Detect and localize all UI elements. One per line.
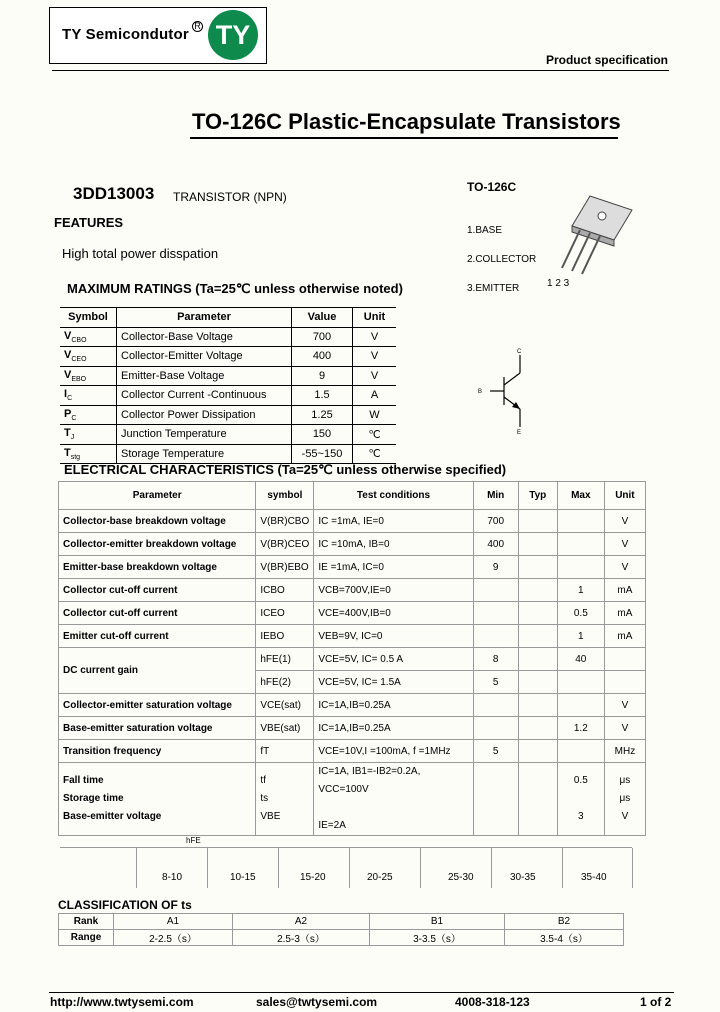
- pin-numbers: 1 2 3: [547, 278, 570, 289]
- classification-heading: CLASSIFICATION OF ts: [58, 898, 192, 912]
- hfe-range: 10-15: [230, 872, 256, 883]
- collector-label: C: [517, 349, 522, 355]
- page-number: 1 of 2: [640, 995, 672, 1009]
- table-row: DC current gain hFE(1) VCE=5V, IC= 0.5 A 8 40: [59, 648, 646, 671]
- col-header: Unit: [353, 308, 397, 328]
- registered-mark: R: [192, 21, 203, 32]
- col-header: Symbol: [60, 308, 117, 328]
- hfe-class-table: [60, 847, 632, 888]
- pin-collector: 2.COLLECTOR: [467, 254, 537, 265]
- hfe-range: 30-35: [510, 872, 536, 883]
- emitter-label: E: [517, 430, 522, 435]
- table-row: Transition frequency fT VCE=10V,I =100mA, f =1MHz 5 MHz: [59, 740, 646, 763]
- brand-name: TY Semicondutor: [62, 26, 189, 43]
- header-divider: [52, 70, 669, 71]
- table-row: Collector-emitter saturation voltage VCE(sat) IC=1A,IB=0.25A V: [59, 694, 646, 717]
- package-drawing: [550, 188, 640, 278]
- footer-url[interactable]: http://www.twtysemi.com: [50, 995, 194, 1009]
- brand-logo: TY: [208, 10, 258, 60]
- part-type: TRANSISTOR (NPN): [173, 190, 287, 204]
- table-row: $V_{CEO}$ Collector-Emitter Voltage 400 V: [60, 347, 396, 367]
- hfe-label: hFE: [186, 836, 201, 845]
- part-number: 3DD13003: [73, 184, 155, 203]
- hfe-range: 8-10: [162, 872, 183, 883]
- table-row: $I_C$ Collector Current -Continuous 1.5 A: [60, 386, 396, 406]
- table-row: Emitter cut-off current IEBO VEB=9V, IC=0 1 mA: [59, 625, 646, 648]
- pin-base: 1.BASE: [467, 225, 503, 236]
- table-row: Fall time Storage time Base-emitter voltage tf ts VBE IC=1A, IB1=-IB2=0.2A, VCC=100V IE=2A 0.5 3 μs μs V: [59, 763, 646, 836]
- product-spec-label: Product specification: [545, 53, 668, 67]
- table-row: Base-emitter saturation voltage VBE(sat) IC=1A,IB=0.25A 1.2 V: [59, 717, 646, 740]
- footer-phone: 4008-318-123: [455, 995, 530, 1009]
- footer-email[interactable]: sales@twtysemi.com: [256, 995, 378, 1009]
- table-row: Rank A1 A2 B1 B2: [59, 914, 624, 930]
- col-header: Value: [292, 308, 353, 328]
- table-row: Emitter-base breakdown voltage V(BR)EBO IE =1mA, IC=0 9 V: [59, 556, 646, 579]
- col-header: Parameter: [117, 308, 292, 328]
- electrical-table: [58, 481, 646, 836]
- hfe-range: 15-20: [300, 872, 326, 883]
- features-heading: FEATURES: [54, 215, 124, 230]
- classification-table: [58, 913, 624, 946]
- base-label: B: [478, 389, 483, 395]
- table-row: $V_{CBO}$ Collector-Base Voltage 700 V: [60, 327, 396, 347]
- package-name: TO-126C: [467, 180, 517, 194]
- hfe-range: 35-40: [581, 872, 607, 883]
- feature-item: High total power disspation: [62, 246, 219, 261]
- pin-emitter: 3.EMITTER: [467, 283, 520, 294]
- table-row: hFE(2) VCE=5V, IC= 1.5A 5: [59, 671, 646, 694]
- max-ratings-table: [60, 307, 396, 464]
- page-title: TO-126C Plastic-Encapsulate Transistors: [192, 109, 621, 134]
- table-row: $T_J$ Junction Temperature 150 ℃: [60, 425, 396, 445]
- hfe-range: 25-30: [448, 872, 474, 883]
- table-row: Collector cut-off current ICEO VCE=400V,IB=0 0.5 mA: [59, 602, 646, 625]
- table-row: $P_C$ Collector Power Dissipation 1.25 W: [60, 405, 396, 425]
- table-row: Range 2-2.5（s） 2.5-3（s） 3-3.5（s） 3.5-4（s）: [59, 930, 624, 946]
- title-underline: [190, 137, 618, 139]
- table-row: Collector cut-off current ICBO VCB=700V,IE=0 1 mA: [59, 579, 646, 602]
- npn-symbol: [478, 345, 548, 435]
- table-row: $V_{EBO}$ Emitter-Base Voltage 9 V: [60, 366, 396, 386]
- footer-divider: [49, 992, 674, 993]
- hfe-range: 20-25: [367, 872, 393, 883]
- table-row: Collector-base breakdown voltage V(BR)CBO IC =1mA, IE=0 700 V: [59, 510, 646, 533]
- table-row: Collector-emitter breakdown voltage V(BR)CEO IC =10mA, IB=0 400 V: [59, 533, 646, 556]
- electrical-heading: ELECTRICAL CHARACTERISTICS (Ta=25℃ unless otherwise specified): [64, 462, 507, 477]
- table-header-row: Parameter symbol Test conditions Min Typ Max Unit: [59, 482, 646, 510]
- table-row: $T_{stg}$ Storage Temperature -55~150 ℃: [60, 444, 396, 464]
- max-ratings-heading: MAXIMUM RATINGS (Ta=25℃ unless otherwise noted): [67, 281, 403, 296]
